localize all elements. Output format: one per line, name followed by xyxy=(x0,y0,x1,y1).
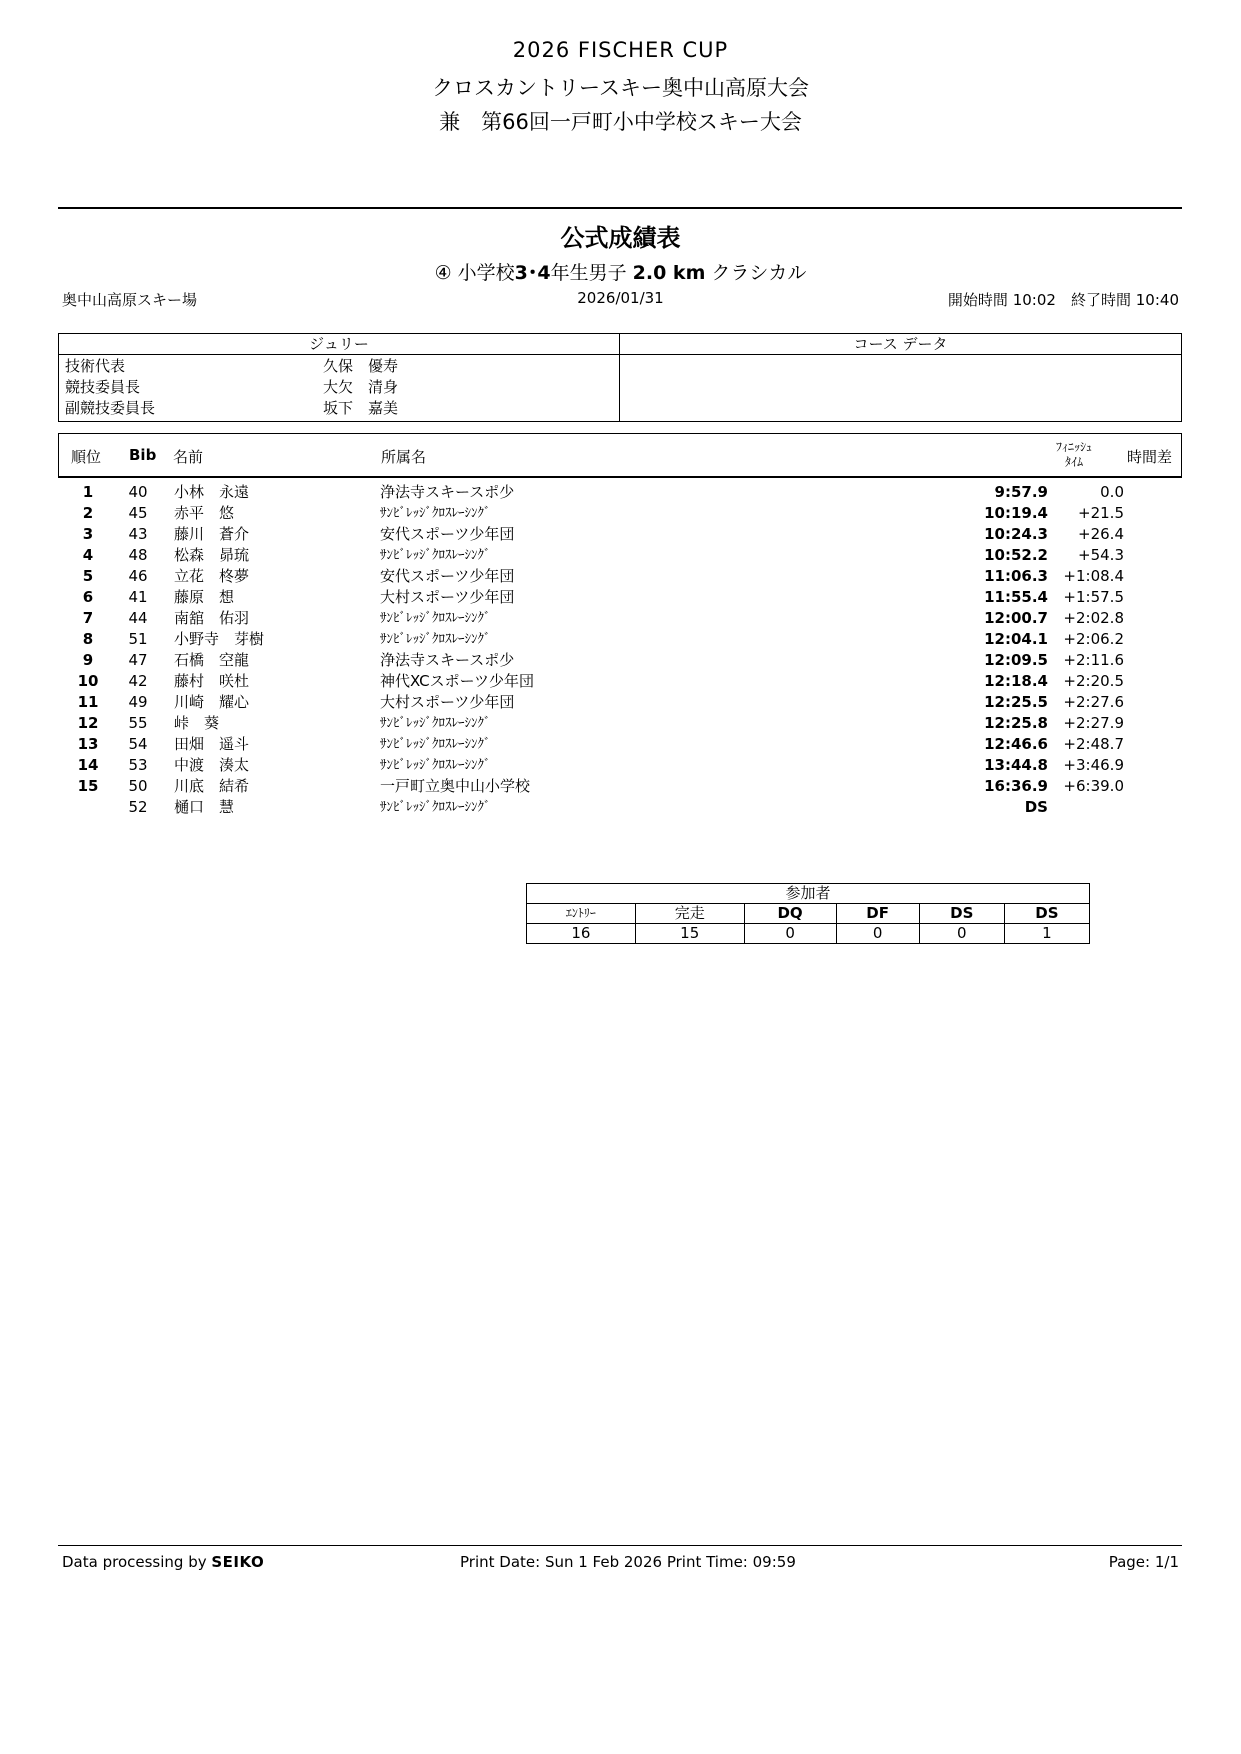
athlete-name: 小野寺 芽樹 xyxy=(174,630,265,648)
table-row xyxy=(58,692,1182,713)
processing-label: Data processing by xyxy=(62,1553,212,1571)
bib: 50 xyxy=(128,777,148,795)
table-row xyxy=(58,671,1182,692)
finish-time: 12:09.5 xyxy=(984,651,1048,669)
rank: 6 xyxy=(82,588,94,606)
finish-time: 12:46.6 xyxy=(984,735,1048,753)
rank: 2 xyxy=(82,504,94,522)
time-gap: +2:02.8 xyxy=(1063,609,1124,627)
col-finish xyxy=(1039,440,1109,470)
rank: 1 xyxy=(82,483,94,501)
athlete-name: 松森 昴琉 xyxy=(174,546,250,564)
table-row xyxy=(58,566,1182,587)
time-gap: +2:48.7 xyxy=(1063,735,1124,753)
data-processing xyxy=(62,1553,264,1571)
time-gap: +3:46.9 xyxy=(1063,756,1124,774)
table-row xyxy=(58,734,1182,755)
time-gap: +1:57.5 xyxy=(1063,588,1124,606)
time-gap: +2:27.6 xyxy=(1063,693,1124,711)
participants-header: DS xyxy=(1004,904,1089,924)
club: ｻﾝﾋﾞﾚｯｼﾞｸﾛｽﾚｰｼﾝｸﾞ xyxy=(380,506,491,521)
club: ｻﾝﾋﾞﾚｯｼﾞｸﾛｽﾚｰｼﾝｸﾞ xyxy=(380,716,491,731)
bib: 40 xyxy=(128,483,148,501)
bib: 54 xyxy=(128,735,148,753)
race-grade: 3･4 xyxy=(514,262,551,284)
rank: 12 xyxy=(77,714,99,732)
bib: 46 xyxy=(128,567,148,585)
rank: 7 xyxy=(82,609,94,627)
time-gap: +2:11.6 xyxy=(1063,651,1124,669)
table-row xyxy=(58,524,1182,545)
rank: 15 xyxy=(77,777,99,795)
rank: 4 xyxy=(82,546,94,564)
table-row xyxy=(58,608,1182,629)
finish-time: 9:57.9 xyxy=(994,483,1048,501)
jury-members xyxy=(59,355,620,422)
end-label: 終了時間 xyxy=(1070,291,1131,309)
finish-time: 12:25.5 xyxy=(984,693,1048,711)
table-row xyxy=(58,755,1182,776)
club: ｻﾝﾋﾞﾚｯｼﾞｸﾛｽﾚｰｼﾝｸﾞ xyxy=(380,548,491,563)
athlete-name: 藤川 蒼介 xyxy=(174,525,250,543)
athlete-name: 南舘 佑羽 xyxy=(174,609,250,627)
rank: 9 xyxy=(82,651,94,669)
bib: 42 xyxy=(128,672,148,690)
participants-value: 1 xyxy=(1004,924,1089,944)
rank: 8 xyxy=(82,630,94,648)
col-finish-line1: ﾌｨﾆｯｼｭ xyxy=(1055,440,1092,454)
time-gap: +54.3 xyxy=(1078,546,1124,564)
table-row xyxy=(58,545,1182,566)
bib: 47 xyxy=(128,651,148,669)
finish-time: 16:36.9 xyxy=(984,777,1048,795)
race-style: クラシカル xyxy=(705,262,807,284)
race-date: 2026/01/31 xyxy=(577,289,664,307)
doc-title: 公式成績表 xyxy=(560,224,681,252)
bib: 55 xyxy=(128,714,148,732)
club: 大村スポーツ少年団 xyxy=(380,693,515,711)
time-gap: +1:08.4 xyxy=(1063,567,1124,585)
jury-header: ジュリー xyxy=(59,334,620,355)
race-times xyxy=(948,289,1179,310)
jury-member xyxy=(65,356,613,377)
bib: 51 xyxy=(128,630,148,648)
bib: 41 xyxy=(128,588,148,606)
time-gap: 0.0 xyxy=(1100,483,1124,501)
athlete-name: 樋口 慧 xyxy=(174,798,235,816)
rank: 3 xyxy=(82,525,94,543)
finish-time: 11:55.4 xyxy=(984,588,1048,606)
rank: 11 xyxy=(77,693,99,711)
club: 浄法寺スキースポ少 xyxy=(380,651,515,669)
club: 一戸町立奥中山小学校 xyxy=(380,777,531,795)
finish-time: 12:00.7 xyxy=(984,609,1048,627)
participants-header: DS xyxy=(919,904,1004,924)
participants-title: 参加者 xyxy=(527,884,1090,904)
event-subtitle: クロスカントリースキー奥中山高原大会 xyxy=(432,76,809,100)
participants-value: 16 xyxy=(527,924,636,944)
finish-time: 10:52.2 xyxy=(984,546,1048,564)
athlete-name: 田畑 遥斗 xyxy=(174,735,250,753)
rank: 5 xyxy=(82,567,94,585)
table-row xyxy=(58,650,1182,671)
finish-time: DS xyxy=(1024,798,1048,816)
athlete-name: 石橋 空龍 xyxy=(174,651,250,669)
col-finish-line2: ﾀｲﾑ xyxy=(1064,455,1083,469)
rank: 14 xyxy=(77,756,99,774)
footer-rule xyxy=(58,1545,1182,1546)
athlete-name: 赤平 悠 xyxy=(174,504,235,522)
end-time: 10:40 xyxy=(1135,291,1179,309)
rank: 10 xyxy=(77,672,99,690)
finish-time: 13:44.8 xyxy=(984,756,1048,774)
jury-role: 競技委員長 xyxy=(65,378,141,396)
club: 神代XCスポーツ少年団 xyxy=(380,672,535,690)
participants-header: DQ xyxy=(744,904,836,924)
bib: 45 xyxy=(128,504,148,522)
col-club: 所属名 xyxy=(381,448,427,466)
table-row xyxy=(58,503,1182,524)
athlete-name: 立花 柊夢 xyxy=(174,567,250,585)
table-row xyxy=(58,587,1182,608)
course-data-cell xyxy=(620,355,1182,422)
club: ｻﾝﾋﾞﾚｯｼﾞｸﾛｽﾚｰｼﾝｸﾞ xyxy=(380,737,491,752)
athlete-name: 川崎 耀心 xyxy=(174,693,250,711)
header-rule xyxy=(58,207,1182,209)
participants-header: 完走 xyxy=(635,904,744,924)
athlete-name: 藤原 想 xyxy=(174,588,235,606)
finish-time: 11:06.3 xyxy=(984,567,1048,585)
athlete-name: 川底 結希 xyxy=(174,777,250,795)
jury-role: 技術代表 xyxy=(65,357,126,375)
table-row xyxy=(58,629,1182,650)
table-row xyxy=(58,482,1182,503)
participants-value: 0 xyxy=(836,924,919,944)
event-subtitle-2: 兼 第66回一戸町小中学校スキー大会 xyxy=(439,110,802,134)
event-title: 2026 FISCHER CUP xyxy=(512,38,729,62)
jury-table xyxy=(58,333,1182,422)
page-number: Page: 1/1 xyxy=(1108,1553,1179,1571)
results-list xyxy=(58,482,1182,818)
time-gap: +2:06.2 xyxy=(1063,630,1124,648)
jury-name: 坂下 嘉美 xyxy=(323,399,399,417)
seiko-logo: SEIKO xyxy=(211,1553,265,1571)
bib: 43 xyxy=(128,525,148,543)
club: ｻﾝﾋﾞﾚｯｼﾞｸﾛｽﾚｰｼﾝｸﾞ xyxy=(380,611,491,626)
club: ｻﾝﾋﾞﾚｯｼﾞｸﾛｽﾚｰｼﾝｸﾞ xyxy=(380,632,491,647)
col-bib: Bib xyxy=(129,446,157,464)
club: 安代スポーツ少年団 xyxy=(380,567,515,585)
race-mid: 年生男子 xyxy=(550,262,633,284)
jury-name: 久保 優寿 xyxy=(323,357,399,375)
finish-time: 10:19.4 xyxy=(984,504,1048,522)
jury-member xyxy=(65,398,613,419)
participants-value: 15 xyxy=(635,924,744,944)
col-name: 名前 xyxy=(173,448,204,466)
time-gap: +21.5 xyxy=(1078,504,1124,522)
participants-header: ｴﾝﾄﾘｰ xyxy=(527,904,636,924)
race-distance: 2.0 km xyxy=(632,262,706,284)
venue: 奥中山高原スキー場 xyxy=(62,291,198,309)
time-gap: +6:39.0 xyxy=(1063,777,1124,795)
bib: 49 xyxy=(128,693,148,711)
time-gap: +2:27.9 xyxy=(1063,714,1124,732)
start-label: 開始時間 xyxy=(947,291,1008,309)
club: 大村スポーツ少年団 xyxy=(380,588,515,606)
bib: 44 xyxy=(128,609,148,627)
club: 浄法寺スキースポ少 xyxy=(380,483,515,501)
athlete-name: 藤村 咲杜 xyxy=(174,672,250,690)
club: ｻﾝﾋﾞﾚｯｼﾞｸﾛｽﾚｰｼﾝｸﾞ xyxy=(380,800,491,815)
jury-name: 大欠 清身 xyxy=(323,378,399,396)
course-data-header: コース データ xyxy=(620,334,1182,355)
bib: 53 xyxy=(128,756,148,774)
participants-table xyxy=(526,883,1090,944)
finish-time: 12:04.1 xyxy=(984,630,1048,648)
participants-header: DF xyxy=(836,904,919,924)
table-row xyxy=(58,797,1182,818)
club: 安代スポーツ少年団 xyxy=(380,525,515,543)
col-gap: 時間差 xyxy=(1127,448,1173,466)
race-title xyxy=(0,258,1241,285)
finish-time: 12:18.4 xyxy=(984,672,1048,690)
athlete-name: 中渡 湊太 xyxy=(174,756,250,774)
finish-time: 10:24.3 xyxy=(984,525,1048,543)
athlete-name: 小林 永遠 xyxy=(174,483,250,501)
participants-value: 0 xyxy=(744,924,836,944)
finish-time: 12:25.8 xyxy=(984,714,1048,732)
club: ｻﾝﾋﾞﾚｯｼﾞｸﾛｽﾚｰｼﾝｸﾞ xyxy=(380,758,491,773)
jury-member xyxy=(65,377,613,398)
time-gap: +26.4 xyxy=(1078,525,1124,543)
results-header xyxy=(58,433,1182,478)
col-rank: 順位 xyxy=(71,448,102,466)
table-row xyxy=(58,776,1182,797)
jury-role: 副競技委員長 xyxy=(65,399,156,417)
rank: 13 xyxy=(77,735,99,753)
start-time: 10:02 xyxy=(1012,291,1056,309)
race-prefix: ④ 小学校 xyxy=(434,262,515,284)
bib: 48 xyxy=(128,546,148,564)
table-row xyxy=(58,713,1182,734)
participants-value: 0 xyxy=(919,924,1004,944)
bib: 52 xyxy=(128,798,148,816)
time-gap: +2:20.5 xyxy=(1063,672,1124,690)
print-info: Print Date: Sun 1 Feb 2026 Print Time: 09:59 xyxy=(460,1553,796,1571)
athlete-name: 峠 葵 xyxy=(174,714,220,732)
